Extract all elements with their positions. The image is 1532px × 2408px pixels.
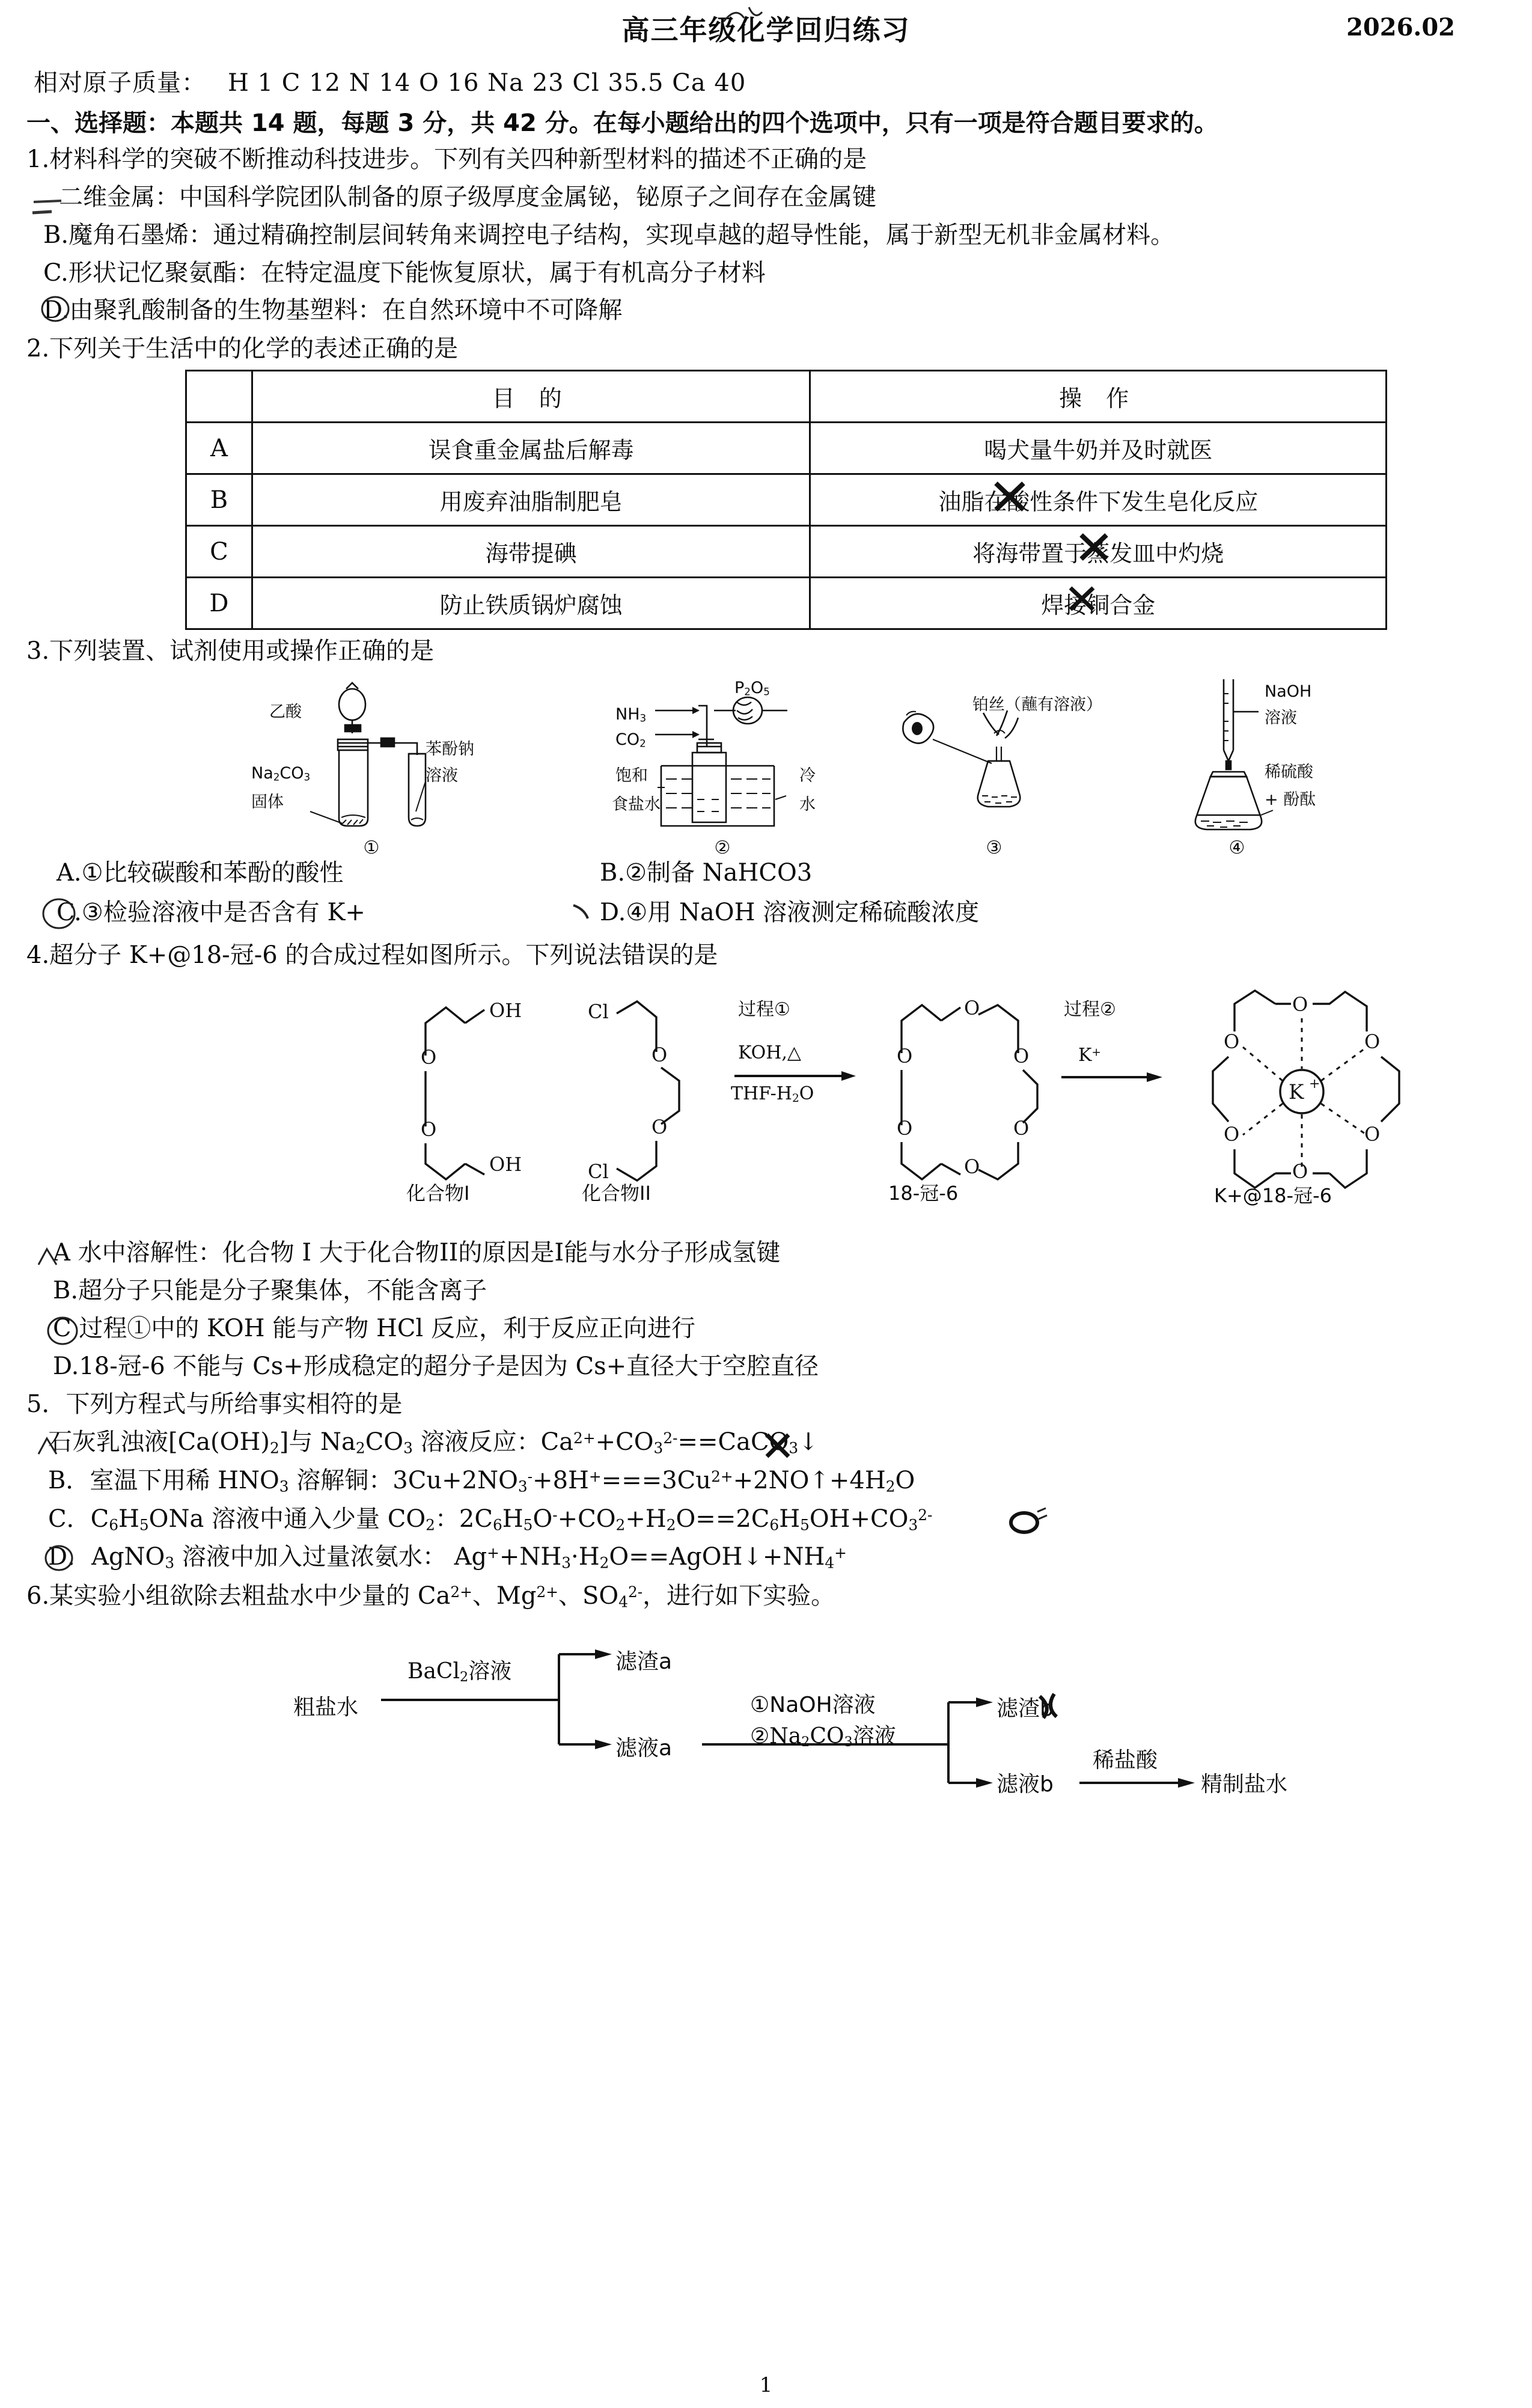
question-4-option-c-text: C 过程①中的 KOH 能与产物 HCl 反应，利于反应正向进行 xyxy=(53,1314,695,1342)
apparatus-4-label-phenolphthalein: + 酚酞 xyxy=(1265,790,1316,810)
apparatus-4-caption: ④ xyxy=(1228,837,1245,859)
apparatus-2 xyxy=(612,676,900,859)
flow-filtrate-b: 滤液b xyxy=(996,1771,1054,1797)
apparatus-2-label-brine: 食盐水 xyxy=(612,795,661,814)
crown-ether-caption: 18-冠-6 xyxy=(888,1182,959,1205)
svg-text:O: O xyxy=(652,1116,668,1139)
row-b-operation-text: 油脂在酸性条件下发生皂化反应 xyxy=(938,489,1259,516)
apparatus-1-glassware-icon xyxy=(275,676,528,838)
svg-text:O: O xyxy=(1364,1123,1381,1146)
question-1-option-b: B.魔角石墨烯：通过精确控制层间转角来调控电子结构，实现卓越的超导性能，属于新型无机非金属材料。 xyxy=(43,221,1175,249)
table-header-purpose: 目 的 xyxy=(252,371,810,423)
question-5-option-c-text: C．$C_6H_5ONa$ 溶液中通入少量 $CO_2$：$2C_6H_5O^-+CO_2+H_2O==2C_6H_5OH+CO_3^{2-}$ xyxy=(48,1505,933,1534)
flow-residue-b: 滤渣b xyxy=(996,1696,1054,1721)
row-a-index: A xyxy=(186,423,252,474)
flow-start-label: 粗盐水 xyxy=(293,1694,359,1720)
page-header xyxy=(23,0,1509,55)
page-number: 1 xyxy=(759,2373,773,2397)
row-b-operation xyxy=(810,474,1387,526)
row-d-purpose: 防止铁质锅炉腐蚀 xyxy=(252,578,810,629)
question-4-option-d: D.18-冠-6 不能与 Cs+形成稳定的超分子是因为 Cs+直径大于空腔直径 xyxy=(53,1352,819,1380)
question-5-option-c xyxy=(48,1505,1509,1535)
question-4-text: 4.超分子 K+@18-冠-6 的合成过程如图所示。下列说法错误的是 xyxy=(26,941,718,970)
process-2-reagent: K+ xyxy=(1078,1045,1102,1066)
atomic-mass-line xyxy=(34,64,1509,98)
svg-text:O: O xyxy=(1292,1160,1308,1184)
question-3-stem xyxy=(26,636,1509,666)
apparatus-1-label-solid: 固体 xyxy=(251,793,284,812)
crown-ether-structure-icon xyxy=(876,983,1057,1200)
question-3-option-b: B.②制备 NaHCO3 xyxy=(600,859,813,887)
process-2-arrow-icon xyxy=(1059,1069,1167,1087)
compound-1-structure-icon xyxy=(407,983,570,1200)
question-5-option-d-text: D．AgNO$_3$ 溶液中加入过量浓氨水： $Ag^++NH_3\cdot H_2O==AgOH↓+NH_4^+$ xyxy=(48,1543,847,1572)
question-4-option-c xyxy=(53,1314,1509,1343)
exam-date: 2026.02 xyxy=(1346,13,1455,41)
process-2-label: 过程② xyxy=(1064,999,1116,1021)
question-1-text: 材料科学的突破不断推动科技进步。下列有关四种新型材料的描述不正确的是 xyxy=(49,145,867,173)
svg-text:O: O xyxy=(897,1117,913,1140)
flow-reagent-1: BaCl$_2$溶液 xyxy=(407,1658,512,1685)
question-5-option-a-text: 石灰乳浊液$[Ca(OH)_2]$与 $Na_2CO_3$ 溶液反应：$Ca^{2+}+CO_3^{2-}==CaCO_3↓$ xyxy=(48,1428,819,1457)
question-4-stem xyxy=(26,940,1509,970)
svg-text:O: O xyxy=(1224,1123,1240,1146)
question-1-number: 1. xyxy=(26,145,50,173)
question-4-option-a xyxy=(53,1238,1509,1268)
flow-reagent-2-line1: ①NaOH溶液 xyxy=(750,1692,876,1717)
apparatus-3 xyxy=(882,676,1135,859)
question-5-option-a xyxy=(48,1428,1509,1458)
svg-text:O: O xyxy=(964,1155,980,1179)
question-2-table xyxy=(185,370,1387,630)
row-b-index: B xyxy=(186,474,252,526)
table-row xyxy=(186,474,1387,526)
svg-text:O: O xyxy=(421,1046,437,1069)
question-1-option-c: C.形状记忆聚氨酯：在特定温度下能恢复原状，属于有机高分子材料 xyxy=(43,258,766,287)
question-5-option-d xyxy=(48,1542,1509,1572)
svg-text:O: O xyxy=(1364,1030,1381,1054)
apparatus-2-label-nh3: $NH_3$ xyxy=(615,705,647,724)
apparatus-1-label-solution: 溶液 xyxy=(426,766,458,786)
svg-text:O: O xyxy=(1224,1030,1240,1054)
svg-text:O: O xyxy=(652,1044,668,1067)
svg-text:O: O xyxy=(421,1118,437,1141)
question-5-stem: 5．下列方程式与所给事实相符的是 xyxy=(26,1390,403,1419)
question-3-option-d-text: ④用 NaOH 溶液测定稀硫酸浓度 xyxy=(626,899,980,927)
page-title: 高三年级化学回归练习 xyxy=(621,14,911,46)
compound-2-caption: 化合物II xyxy=(582,1182,651,1205)
svg-text:+: + xyxy=(1309,1077,1320,1092)
apparatus-2-label-water: 水 xyxy=(799,795,816,814)
apparatus-4-label-naoh: NaOH xyxy=(1265,682,1312,701)
row-a-purpose: 误食重金属盐后解毒 xyxy=(252,423,810,474)
question-3-option-b-text: ②制备 NaHCO3 xyxy=(625,859,813,887)
row-c-operation-text: 将海带置于蒸发皿中灼烧 xyxy=(972,540,1224,567)
apparatus-1-caption: ① xyxy=(363,837,380,859)
question-6-flowchart xyxy=(23,1617,1509,1815)
row-c-purpose: 海带提碘 xyxy=(252,526,810,578)
apparatus-2-label-co2: $CO_2$ xyxy=(615,730,646,750)
flow-reagent-2-line2: $②Na_2CO_3$溶液 xyxy=(750,1723,896,1750)
svg-text:OH: OH xyxy=(489,1153,522,1176)
pen-scribble-icon xyxy=(1004,1506,1052,1539)
apparatus-2-label-cold: 冷 xyxy=(799,766,816,786)
table-row xyxy=(186,578,1387,629)
svg-text:Cl: Cl xyxy=(588,1000,609,1024)
compound-2-structure-icon xyxy=(582,983,756,1200)
question-4-option-a-text: A 水中溶解性：化合物 I 大于化合物II的原因是I能与水分子形成氢键 xyxy=(53,1239,781,1267)
apparatus-2-glassware-icon xyxy=(624,676,900,838)
apparatus-2-label-p2o5: $P_2O_5$ xyxy=(734,679,770,698)
question-1-option-a-text: 二维金属：中国科学院团队制备的原子级厚度金属铋，铋原子之间存在金属键 xyxy=(59,183,876,211)
svg-text:O: O xyxy=(1013,1117,1030,1140)
row-d-operation xyxy=(810,578,1387,629)
table-header-operation: 操 作 xyxy=(810,371,1387,423)
question-2-table-wrap xyxy=(185,370,1509,630)
apparatus-4-label-naoh-solution: 溶液 xyxy=(1265,709,1297,728)
table-row xyxy=(186,423,1387,474)
section-heading-choice: 一、选择题：本题共 14 题，每题 3 分，共 42 分。在每小题给出的四个选项中，只有一项是符合题目要求的。 xyxy=(26,109,1218,137)
svg-text:O: O xyxy=(1292,993,1308,1016)
row-d-operation-text: 焊接铜合金 xyxy=(1041,592,1156,619)
flow-residue-a: 滤渣a xyxy=(615,1649,673,1674)
flow-filtrate-a: 滤液a xyxy=(615,1735,673,1761)
apparatus-1-label-acetic: 乙酸 xyxy=(269,703,302,722)
apparatus-1 xyxy=(251,676,528,859)
row-b-purpose: 用废弃油脂制肥皂 xyxy=(252,474,810,526)
question-3-option-c: C.③检验溶液中是否含有 K+ xyxy=(56,899,365,927)
svg-text:OH: OH xyxy=(489,999,522,1022)
svg-text:O: O xyxy=(1013,1045,1030,1068)
question-1-option-a xyxy=(59,183,1509,212)
apparatus-1-label-phenoxide: 苯酚钠 xyxy=(426,740,474,759)
svg-text:O: O xyxy=(897,1045,913,1068)
question-3-apparatus-row xyxy=(23,676,1509,859)
question-3-options xyxy=(23,860,1509,938)
apparatus-3-caption: ③ xyxy=(986,837,1003,859)
apparatus-4-label-dilute-h2so4: 稀硫酸 xyxy=(1265,763,1313,782)
potassium-crown-complex-caption: K+@18-冠-6 xyxy=(1214,1184,1332,1208)
question-1-option-d xyxy=(43,296,1509,325)
table-row xyxy=(186,526,1387,578)
question-3-option-a: A.①比较碳酸和苯酚的酸性 xyxy=(56,859,344,887)
question-3-option-d: D.④用 NaOH 溶液测定稀硫酸浓度 xyxy=(600,899,980,927)
apparatus-2-label-saturated: 饱和 xyxy=(615,766,648,786)
flow-end-label: 精制盐水 xyxy=(1201,1771,1288,1797)
atomic-mass-label: 相对原子质量： xyxy=(34,69,206,97)
svg-text:O: O xyxy=(964,997,980,1020)
question-1-stem xyxy=(26,144,1509,174)
svg-text:K: K xyxy=(1289,1080,1304,1105)
question-2-text: 下列关于生活中的化学的表述正确的是 xyxy=(49,335,459,363)
apparatus-3-label-platinum-wire: 铂丝（蘸有溶液） xyxy=(972,695,1102,715)
compound-1-caption: 化合物I xyxy=(406,1182,470,1205)
question-2-stem xyxy=(26,334,1509,364)
question-3-number: 3. xyxy=(26,637,50,665)
apparatus-2-caption: ② xyxy=(714,837,731,859)
question-2-number: 2. xyxy=(26,335,50,363)
question-4-option-b: B.超分子只能是分子聚集体，不能含离子 xyxy=(53,1276,487,1304)
question-3-text: 下列装置、试剂使用或操作正确的是 xyxy=(49,637,435,665)
potassium-crown-complex-icon xyxy=(1195,980,1423,1202)
apparatus-1-label-na2co3: $Na_2CO_3$ xyxy=(251,764,311,783)
table-header-blank xyxy=(186,371,252,423)
table-header-row xyxy=(186,371,1387,423)
row-c-operation xyxy=(810,526,1387,578)
question-4-synthesis-scheme xyxy=(23,977,1509,1230)
process-1-reagent-bottom: THF-$H_2O$ xyxy=(731,1083,814,1105)
flowchart-lines-icon xyxy=(23,1617,1507,1815)
process-1-reagent-top: KOH,△ xyxy=(738,1042,801,1064)
row-a-operation: 喝犬量牛奶并及时就医 xyxy=(810,423,1387,474)
question-6-stem: 6.某实验小组欲除去粗盐水中少量的 $Ca^{2+}$、$Mg^{2+}$、$SO_4^{2-}$，进行如下实验。 xyxy=(26,1582,835,1611)
apparatus-4 xyxy=(1153,676,1405,859)
question-1-option-d-text: D.由聚乳酸制备的生物基塑料：在自然环境中不可降解 xyxy=(43,296,623,325)
question-5-option-b: B．室温下用稀 $HNO_3$ 溶解铜：$3Cu+2NO_3^-+8H^+===3Cu^{2+}+2NO↑+4H_2O$ xyxy=(48,1467,915,1496)
atomic-mass-values: H 1 C 12 N 14 O 16 Na 23 Cl 35.5 Ca 40 xyxy=(228,69,746,97)
process-1-label: 过程① xyxy=(738,999,790,1021)
svg-text:Cl: Cl xyxy=(588,1160,609,1184)
flow-reagent-3: 稀盐酸 xyxy=(1093,1747,1158,1773)
row-d-index: D xyxy=(186,578,252,629)
row-c-index: C xyxy=(186,526,252,578)
